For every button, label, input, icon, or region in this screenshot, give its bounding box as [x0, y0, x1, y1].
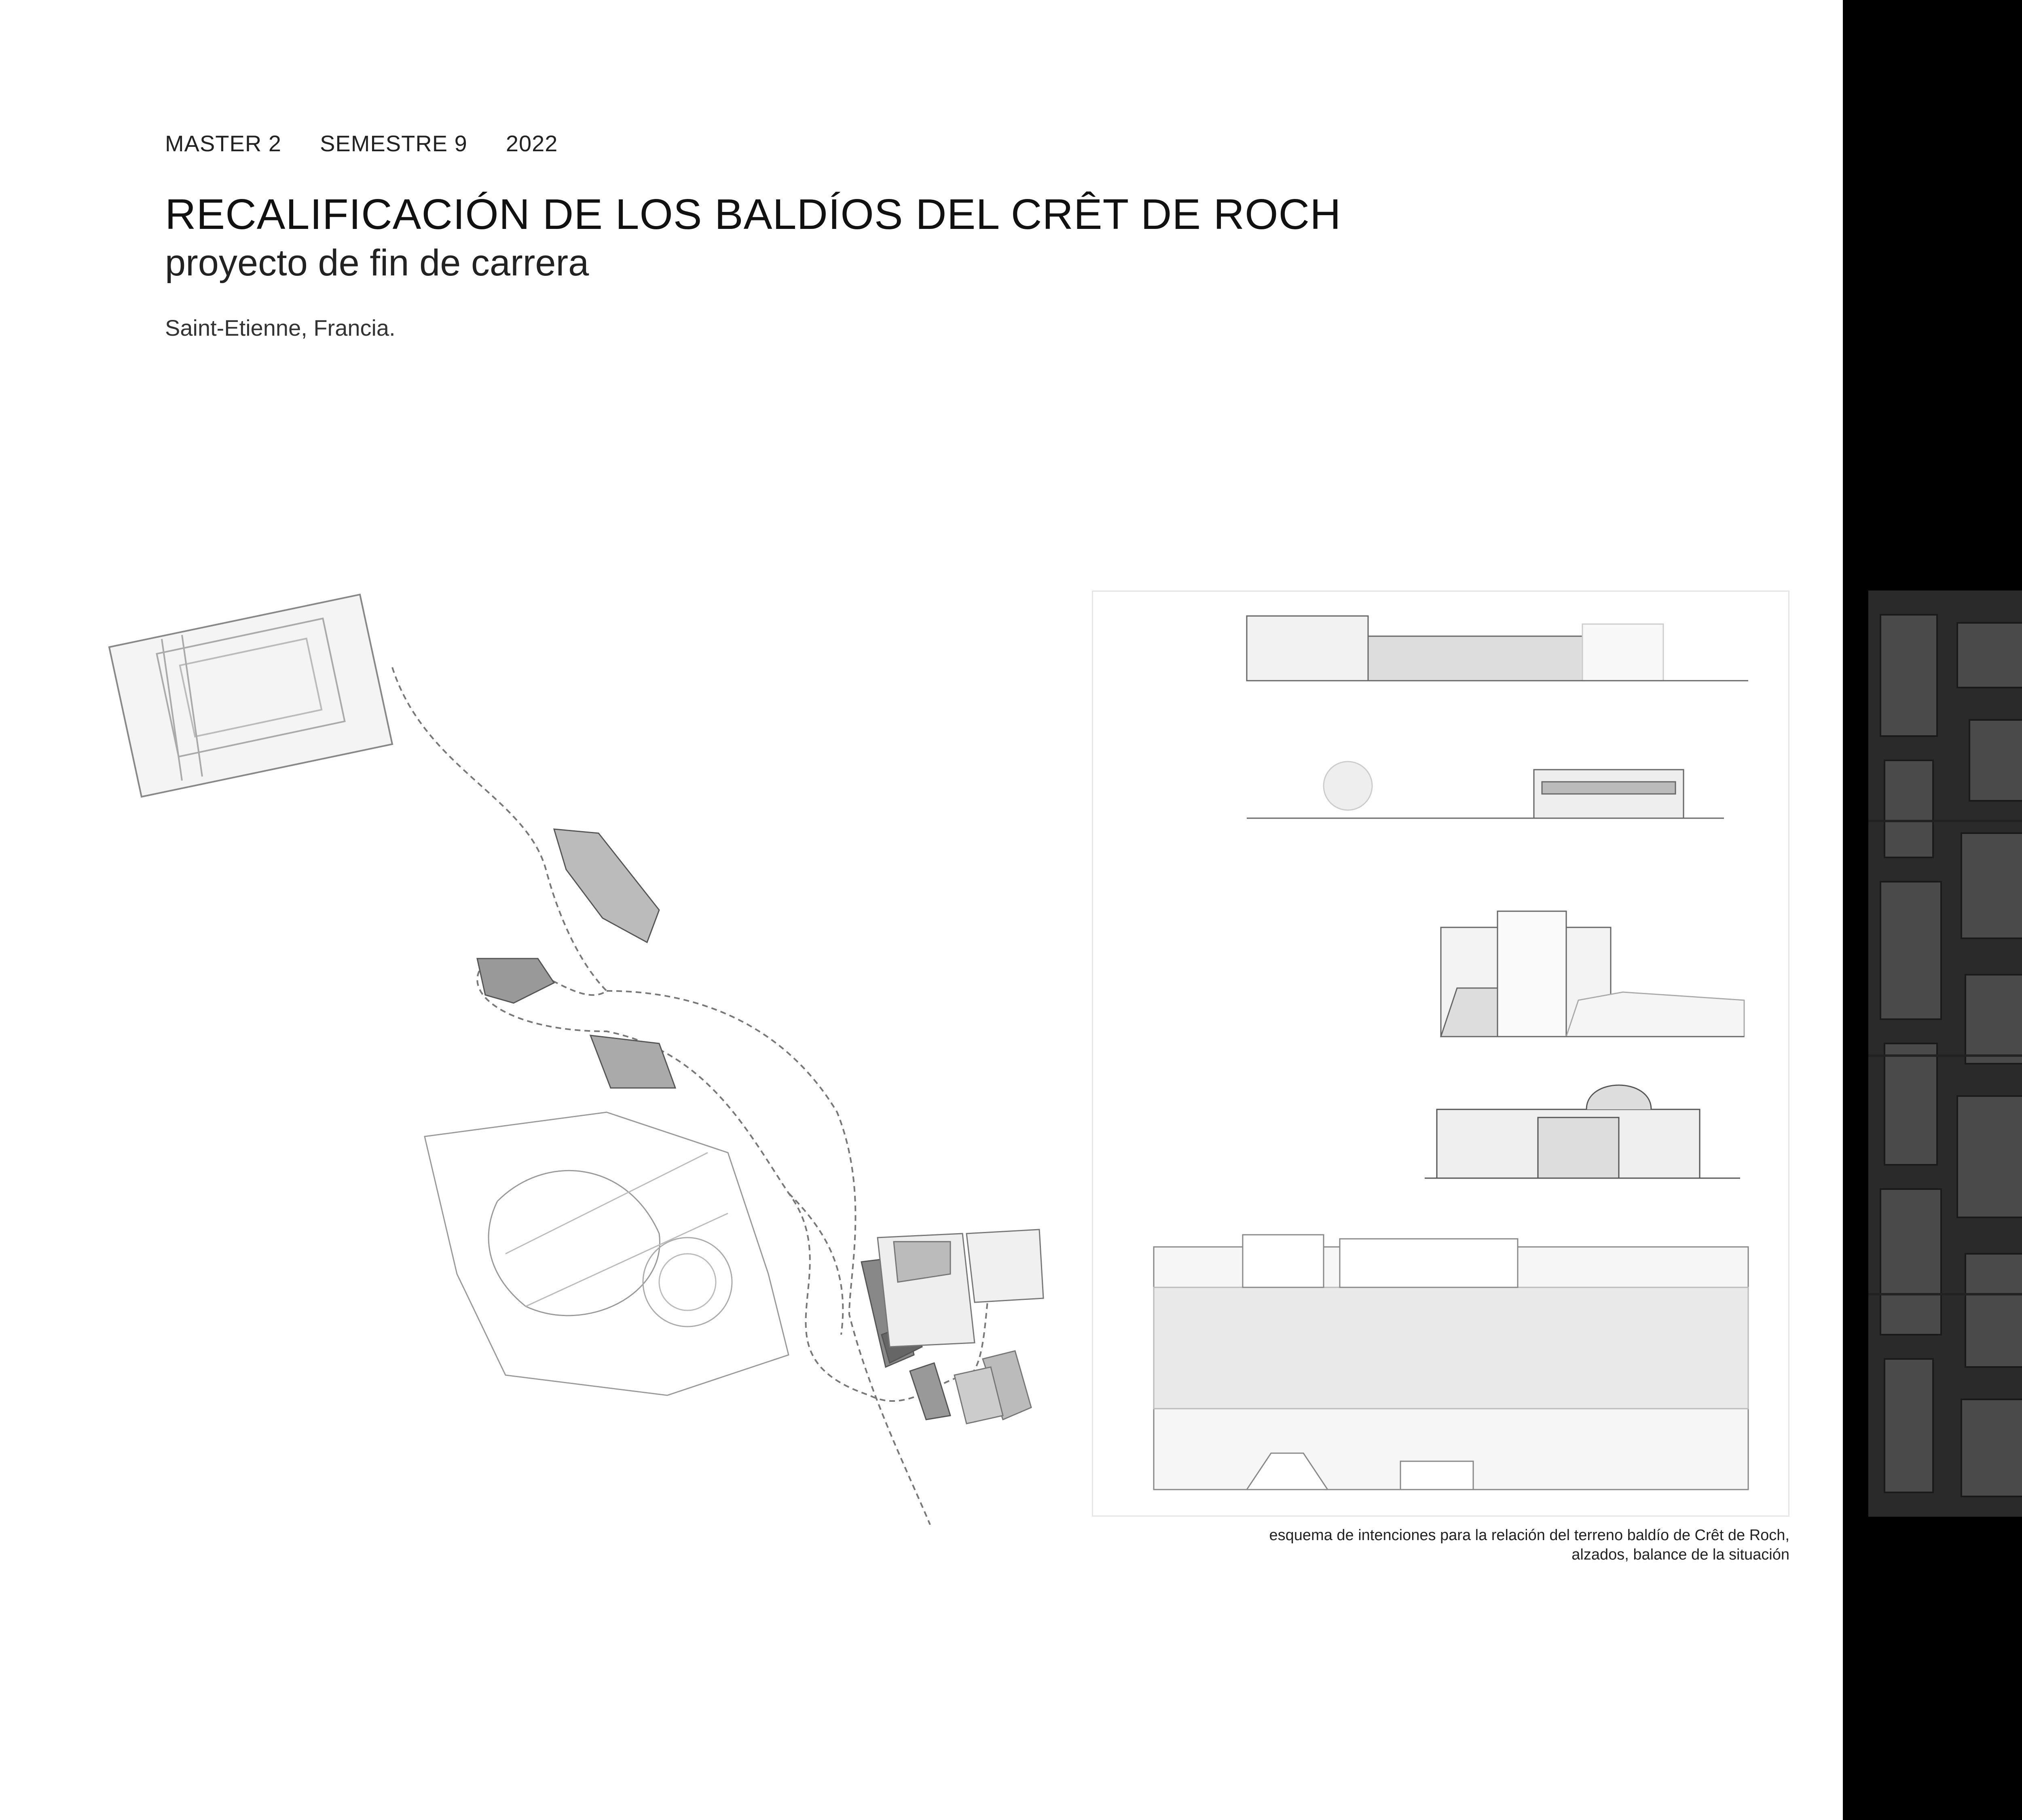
- location-label: Saint-Etienne, Francia.: [165, 315, 396, 341]
- year-label: 2022: [506, 131, 558, 156]
- site-plan-drawing: [101, 586, 1072, 1525]
- meta-line: [165, 130, 596, 157]
- elevations-caption-line1: esquema de intenciones para la relación del terreno baldío de Crêt de Roch,: [1269, 1527, 1789, 1544]
- elevations-sheet: [1092, 590, 1789, 1517]
- elevations-caption: [1092, 1526, 1789, 1564]
- page-subtitle: proyecto de fin de carrera: [165, 242, 589, 284]
- level-label: MASTER 2: [165, 131, 282, 156]
- elevations-caption-line2: alzados, balance de la situación: [1571, 1546, 1789, 1563]
- semester-label: SEMESTRE 9: [320, 131, 467, 156]
- page-title: RECALIFICACIÓN DE LOS BALDÍOS DEL CRÊT DE ROCH: [165, 190, 1341, 238]
- city-model-photo: [1868, 590, 2022, 1517]
- right-page: [1843, 0, 2022, 1820]
